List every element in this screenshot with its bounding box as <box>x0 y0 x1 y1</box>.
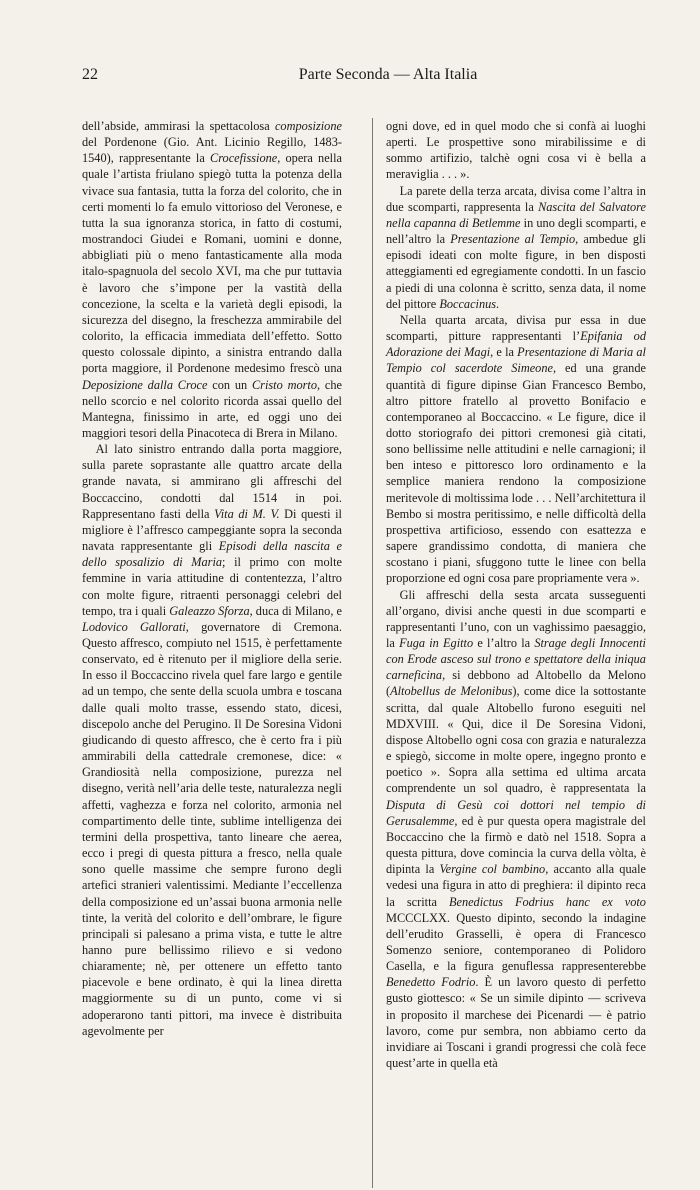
italic-text: Benedictus Fodrius hanc ex voto <box>448 894 646 909</box>
italic-text: Benedetto Fodrio <box>386 975 476 990</box>
text-run: Gli affreschi della sesta arcata susseguenti all’organo, divisi anche questi in due scomparti e rappresentanti l’uno, con un vaghissimo paesaggio, la <box>386 587 646 650</box>
text-run: , ed è pur questa opera magistrale del Boccaccino che la firmò e datò nel 1518. Sopra a questa pittura, dove comincia la curva della vòlta, è dipinta la <box>386 813 646 877</box>
text-run: . <box>496 296 500 311</box>
italic-text: Crocefissione <box>210 151 278 166</box>
italic-text: Boccacinus <box>439 296 497 311</box>
right-column <box>386 118 646 1071</box>
italic-text: composizione <box>274 119 342 133</box>
italic-text: Disputa di Gesù coi dottori nel tempio di Gerusalemme <box>386 797 646 828</box>
paragraph <box>82 118 342 441</box>
text-run: , opera nella quale l’artista friulano spiegò tutta la potenza della vivace sua fantasia, tutta la forza del colorito, che in certi momenti lo fa emulo vittorioso del Veronese, e tutta la sua ignoranza storica, in fatto di costumi, mostrandoci Giudei e Romani, uomini e donne, abbigliati più o meno fantasticamente alla moda italo-spagnuola del secolo XVI, ma che pur tuttavia è lavoro che s’impone per la vastità della concezione, la scelta e la varietà degli episodi, la sicurezza del disegno, la freschezza ammirabile del colorito, la efficacia immediata dell’effetto. Sotto questo colossale dipinto, a sinistra entrando dalla porta maggiore, il Pordenone medesimo frescò una <box>82 151 342 376</box>
text-run: La parete della terza arcata, divisa come l’altra in due scomparti, rappresenta la <box>386 183 646 214</box>
text-run: Al lato sinistro entrando dalla porta maggiore, sulla parete soprastante alle quattro arcate della grande navata, si ammirano gli affreschi del Boccaccino, condotti dal 1514 in poi. Rappresentano fasti della <box>82 442 342 521</box>
italic-text: Deposizione dalla Croce <box>82 377 208 392</box>
italic-text: Galeazzo Sforza <box>169 603 250 618</box>
italic-text: Epifania od Adorazione dei Magi <box>386 329 646 360</box>
italic-text: Cristo morto <box>251 377 317 392</box>
italic-text: Presentazione di Maria al Tempio col sacerdote Simeone <box>386 345 646 376</box>
text-run: , accanto alla quale vedesi una figura in atto di preghiera: il dipinto reca la scritta <box>386 862 646 909</box>
text-run: Nella quarta arcata, divisa pur essa in due scomparti, pitture rappresentanti l’ <box>386 312 646 344</box>
text-run: ), come dice la sottostante scritta, dal quale Altobello furono eseguiti nel MDXVIII. « Qui, dice il De Soresina Vidoni, dispose Altobello ogni cosa con grazia e naturalezza e spiegò, siccome in molte opere, ingegno pronto e poetico ». Sopra alla settima ed ultima arcata comprendente un sol quadro, è rappresentata la <box>386 684 646 796</box>
italic-text: Fuga in Egitto <box>399 636 474 650</box>
text-run: dell’abside, ammirasi la spettacolosa <box>82 119 275 133</box>
paragraph <box>386 183 646 312</box>
text-run: , ambedue gli episodi ideati con molte figure, in ben disposti atteggiamenti ed egregiamente condotti. In un fascio a piedi di una colonna è scritto, senza data, il nome del pittore <box>386 232 646 311</box>
paragraph <box>386 587 646 1072</box>
text-run: , che nello scorcio e nel colorito ricorda assai quello del Mantegna, finissimo in arte, ed oggi uno dei maggiori tesori della Pinacoteca di Brera in Milano. <box>82 377 342 440</box>
italic-text: Vita di M. V. <box>214 506 280 521</box>
italic-text: Episodi della nascita e dello sposalizio di Maria <box>82 539 342 570</box>
paragraph <box>386 118 646 183</box>
italic-text: Nascita del Salvatore nella capanna di Betlemme <box>386 199 646 230</box>
italic-text: Vergine col bambino <box>439 862 546 877</box>
text-run: e l’altro la <box>473 636 535 650</box>
text-run: , si debbono ad Altobello da Melono ( <box>386 668 646 699</box>
text-run: , ed una grande quantità di figure dipinse Gian Francesco Bembo, altro pittore fratello al provetto Bonifacio e contemporaneo al Boccaccino. « Le figure, dice il dotto storiografo dei pittori cremonesi già citati, sono bellissime nelle attitudini e nelle carnagioni; il ben inteso e pittoresco loro ordinamento e la semplice maniera rendono la composizione meritevole di moltissima lode . . . Nell’architettura il Bembo si mostra peritissimo, e nelle difficoltà della prospettiva artificioso, essendo con esattezza e sapere grandissimo condotta, di maniera che scostano i piani, sfuggono tutte le linee con bella proporzione ed ogni cosa pare propriamente vera ». <box>386 361 646 586</box>
left-column <box>82 118 342 1039</box>
paragraph <box>386 312 646 587</box>
text-run: ; il primo con molte femmine in varia attitudine di contentezza, l’altro con molte figure, ritraenti personaggi celebri del tempo, tra i quali <box>82 555 342 618</box>
page-number: 22 <box>82 66 98 83</box>
text-run: in uno degli scomparti, e nell’altro la <box>386 215 646 247</box>
text-run: MCCCLXX. Questo dipinto, secondo la indagine dell’erudito Grasselli, è opera di Francesco Somenzo seniore, contemporaneo di Polidoro Casella, e la figura genuflessa rappresenterebbe <box>386 910 646 974</box>
text-run: con un <box>207 377 252 392</box>
italic-text: Lodovico Gallorati <box>82 619 186 634</box>
text-run: , e la <box>490 345 518 360</box>
text-run: Di questi il migliore è l’affresco campeggiante sopra la seconda navata rappresentante gli <box>82 506 342 554</box>
paragraph <box>82 441 342 1039</box>
text-run: . È un lavoro questo di perfetto gusto giottesco: « Se un simile dipinto — scriveva in proposito il marchese dei Picenardi — è patrio lavoro, come pur sembra, non abbiamo certo da invidiare ai Toscani i grandi progressi che colà fece quest’arte in quella età <box>386 975 646 1071</box>
running-title: Parte Seconda — Alta Italia <box>298 66 478 83</box>
running-header <box>82 66 634 88</box>
text-run: ogni dove, ed in quel modo che si confà ai luoghi aperti. Le prospettive sono mirabilissime e di sommo artifizio, talchè ogni cosa vi è bella a meraviglia . . . ». <box>386 119 646 182</box>
text-run: , duca di Milano, e <box>249 603 342 618</box>
text-run: , governatore di Cremona. Questo affresco, compiuto nel 1515, è perfettamente conservato, ed è ritenuto per il migliore della serie. In esso il Boccaccino rivela quel fare largo e gentile ad un tempo, che sente della scuola umbra e toscana dalle quali molto trasse, essendo stato, dicesi, discepolo anche del Perugino. Il De Soresina Vidoni giudicando di questo affresco, che è certo fra i più ammirabili della cattedrale cremonese, dice: « Grandiosità nella composizione, purezza nel disegno, verità nell’aria delle teste, naturalezza negli affetti, vaghezza e forza nel colorito, armonia nel compartimento delle tinte, sublime intelligenza dei termini della prospettiva, tanto lineare che aerea, ecco i pregi di questa pittura a fresco, nella quale sono quelle massime che sempre furono degli artefici stranieri valentissimi. Mediante l’eccellenza della composizione ed un’assai buona armonia nelle tinte, la verità del colorito e dell’ombrare, le figure principali si palesano a prima vista, e tutte le altre hanno pure bellissimo rilievo e si vedono chiaramente; nè, per ottenere un effetto tanto piacevole e bene ordinato, è qui la linea diretta maggiormente su di un punto, come vi si adoperarono tanti pittori, ma invece è distribuita agevolmente per <box>82 619 342 1038</box>
column-divider <box>372 118 373 1188</box>
italic-text: Altobellus de Melonibus <box>390 684 513 699</box>
italic-text: Presentazione al Tempio <box>450 232 576 247</box>
italic-text: Strage degli Innocenti con Erode asceso sul trono e spettatore della iniqua carneficina <box>386 636 646 683</box>
text-run: del Pordenone (Gio. Ant. Licinio Regillo, 1483-1540), rappresentante la <box>82 135 342 166</box>
